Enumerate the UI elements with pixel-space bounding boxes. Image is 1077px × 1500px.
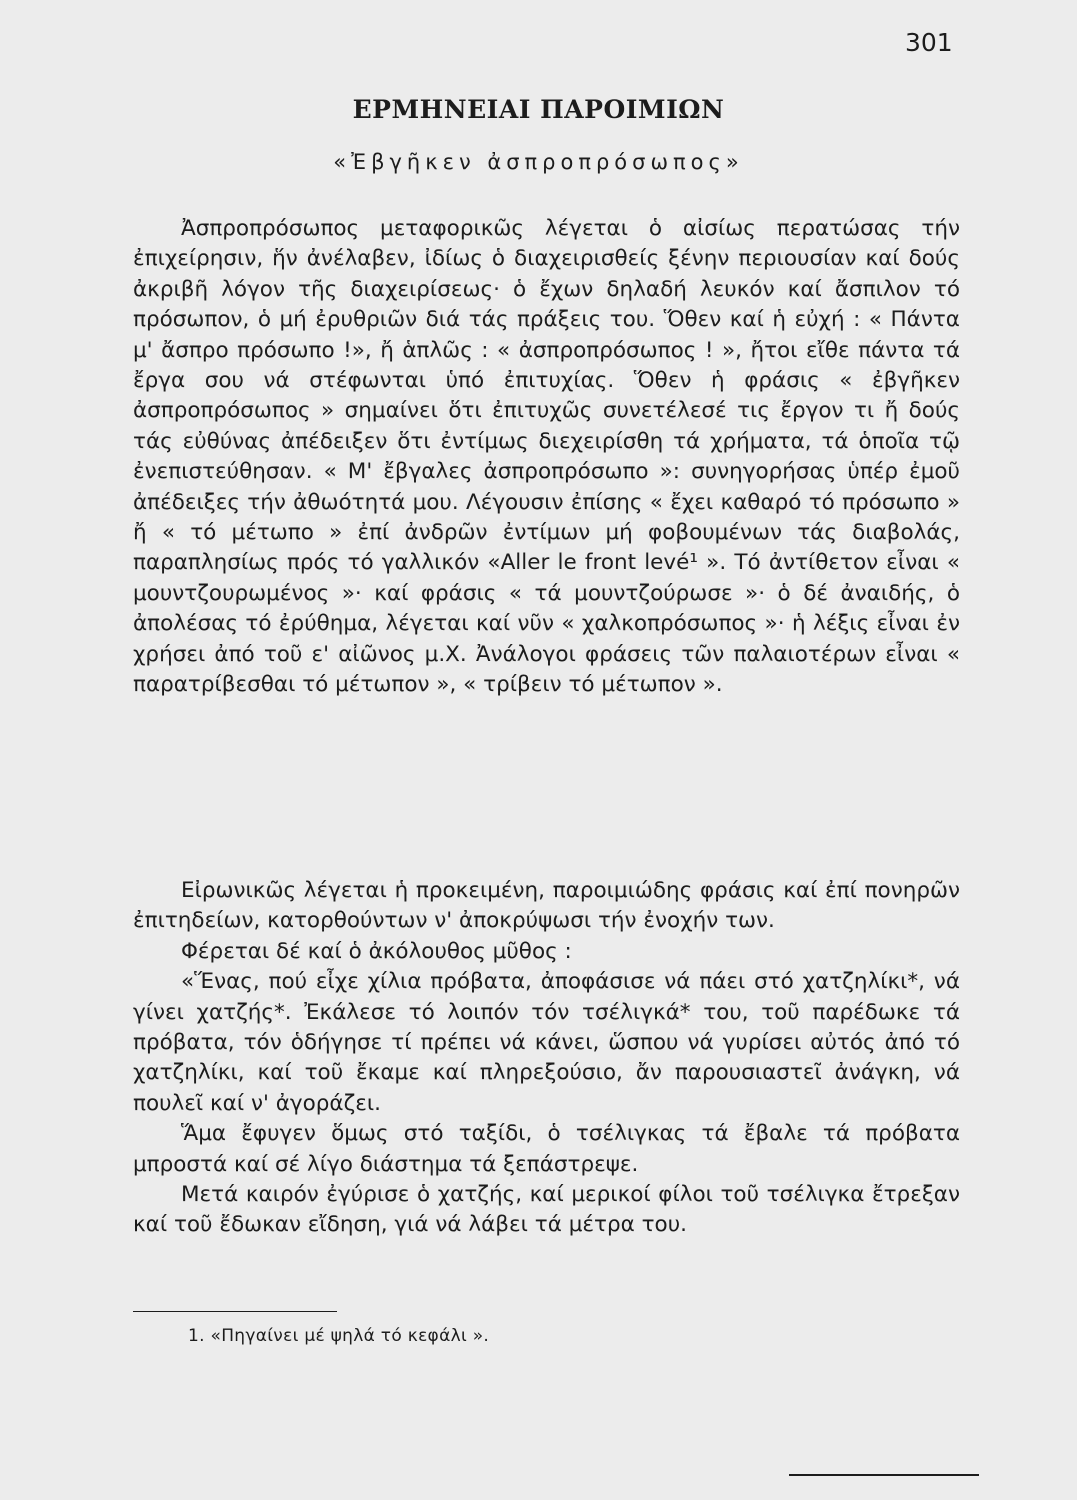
paragraph-ironic-use: Εἰρωνικῶς λέγεται ἡ προκειμένη, παροιμιώδης φράσις καί ἐπί πονηρῶν ἐπιτηδείων, κατορθούντων ν' ἀποκρύψωσι τήν ἐνοχήν των. [133, 878, 960, 934]
page-number: 301 [905, 28, 953, 57]
footnote: 1. «Πηγαίνει μέ ψηλά τό κεφάλι ». [188, 1326, 490, 1346]
paragraph-explanation: Ἀσπροπρόσωπος μεταφορικῶς λέγεται ὁ αἰσίως περατώσας τήν ἐπιχείρησιν, ἥν ἀνέλαβεν, ἰδίως ὁ διαχειρισθείς ξένην περιουσίαν καί δούς ἀκριβῆ λόγον τῆς διαχειρίσεως· ὁ ἔχων δηλαδή λευκόν καί ἄσπιλον τό πρόσωπον, ὁ μή ἐρυθριῶν διά τάς πράξεις του. Ὅθεν καί ἡ εὐχή : « Πάντα μ' ἄσπρο πρόσωπο !», ἤ ἁπλῶς : « ἀσπροπρόσωπος ! », ἤτοι εἴθε πάντα τά ἔργα σου νά στέφωνται ὑπό ἐπιτυχίας. Ὅθεν ἡ φράσις « ἐβγῆκεν ἀσπροπρόσωπος » σημαίνει ὅτι ἐπιτυχῶς συνετέλεσέ τις ἔργον τι ἤ δούς τάς εὐθύνας ἀπέδειξεν ὅτι ἐντίμως διεχειρίσθη τά χρήματα, τά ὁποῖα τῷ ἐνεπιστεύθησαν. « Μ' ἔβγαλες ἀσπροπρόσωπο »: συνηγορήσας ὑπέρ ἐμοῦ ἀπέδειξες τήν ἀθωότητά μου. Λέγουσιν ἐπίσης « ἔχει καθαρό τό πρόσωπο » ἤ « τό μέτωπο » ἐπί ἀνδρῶν ἐντίμων μή φοβουμένων τάς διαβολάς, παραπλησίως πρός τό γαλλικόν «Aller le front levé¹ ». Τό ἀντίθετον εἶναι « μουντζουρωμένος »· καί φράσις « τά μουντζούρωσε »· ὁ δέ ἀναιδής, ὁ ἀπολέσας τό ἐρύθημα, λέγεται καί νῦν « χαλκοπρόσωπος »· ἡ λέξις εἶναι ἐν χρήσει ἀπό τοῦ ε' αἰῶνος μ.Χ. Ἀνάλογοι φράσεις τῶν παλαιοτέρων εἶναι « παρατρίβεσθαι τό μέτωπον », « τρίβειν τό μέτωπον ». [133, 216, 960, 698]
proverb-heading: «Ἐβγῆκεν ἀσπροπρόσωπος» [333, 150, 744, 174]
footnote-divider [133, 1311, 337, 1312]
main-text [133, 214, 960, 701]
paragraph-myth-intro: Φέρεται δέ καί ὁ ἀκόλουθος μῦθος : [181, 938, 572, 964]
paragraph-story-end: Μετά καιρόν ἐγύρισε ὁ χατζής, καί μερικοί φίλοι τοῦ τσέλιγκα ἔτρεξαν καί τοῦ ἔδωκαν εἴδηση, γιά νά λάβει τά μέτρα του. [133, 1182, 960, 1238]
story-text [133, 876, 960, 1241]
paragraph-story-middle: Ἅμα ἔφυγεν ὅμως στό ταξίδι, ὁ τσέλιγκας τά ἔβαλε τά πρόβατα μπροστά καί σέ λίγο διάστημα τά ξεπάστρεψε. [133, 1121, 960, 1177]
chapter-title: ΕΡΜΗΝΕΙΑΙ ΠΑΡΟΙΜΙΩΝ [352, 95, 725, 124]
bottom-divider [789, 1474, 979, 1476]
paragraph-story-start: «Ἕνας, πού εἶχε χίλια πρόβατα, ἀποφάσισε νά πάει στό χατζηλίκι*, νά γίνει χατζής*. Ἐκάλεσε τό λοιπόν τόν τσέλιγκά* του, τοῦ παρέδωκε τά πρόβατα, τόν ὁδήγησε τί πρέπει νά κάνει, ὥσπου νά γυρίσει αὐτός ἀπό τό χατζηλίκι, καί τοῦ ἔκαμε καί πληρεξούσιο, ἄν παρουσιαστεῖ ἀνάγκη, νά πουλεῖ καί ν' ἀγοράζει. [133, 969, 960, 1116]
